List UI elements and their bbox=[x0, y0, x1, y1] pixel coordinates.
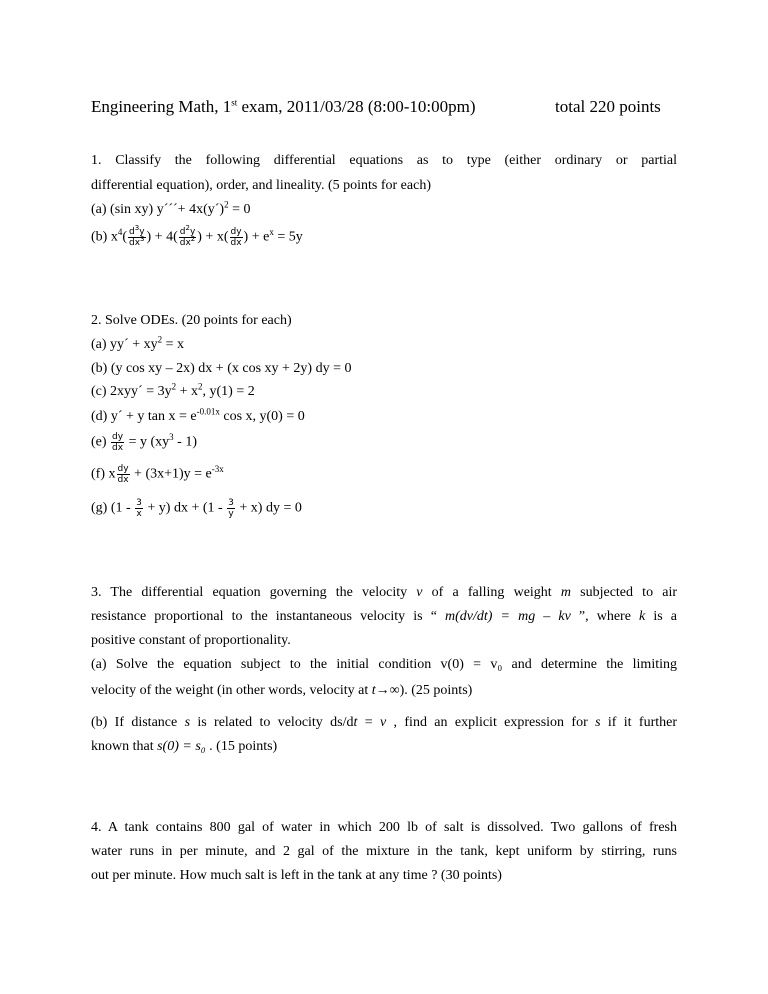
q3-line-2: resistance proportional to the instantaneous velocity is “ m(dv/dt) = mg – kv ”, where k is a bbox=[91, 609, 677, 624]
q3-part-a-line-1: (a) Solve the equation subject to the initial condition v(0) = v₀ and determine the limiting bbox=[91, 657, 677, 672]
q2-part-b: (b) (y cos xy – 2x) dx + (x cos xy + 2y) dy = 0 bbox=[91, 361, 352, 376]
q4-line-3: out per minute. How much salt is left in the tank at any time ? (30 points) bbox=[91, 868, 502, 883]
total-points: total 220 points bbox=[555, 97, 661, 116]
q2-part-a: (a) yy´ + $xy^2 = x$ bbox=[91, 334, 185, 352]
q2-heading: 2. Solve ODEs. (20 points for each) bbox=[91, 313, 292, 328]
q3-part-a-line-2: velocity of the weight (in other words, velocity at t→∞). (25 points) bbox=[91, 683, 473, 698]
fraction-dy-dx: $\frac{dy}{dx}$ bbox=[117, 464, 129, 485]
q2-part-c: (c) 2xyy´ = $3y^2 + x^2$, y(1) = 2 bbox=[91, 381, 255, 399]
q4-line-1: 4. A tank contains 800 gal of water in which 200 lb of salt is dissolved. Two gallons of fresh bbox=[91, 820, 677, 835]
q2-part-g: (g) (1 - $\frac{3}{x}$ + y) dx + (1 - $\frac{3}{y}$ + x) dy = 0 bbox=[91, 498, 302, 519]
q3-line-1: 3. The differential equation governing the velocity v of a falling weight m subjected to air bbox=[91, 585, 678, 600]
q1-line-1: 1. Classify the following differential equations as to type (either ordinary or partial bbox=[91, 153, 677, 168]
q1-part-b: (b) $x^4$( $\frac{d^3y}{dx^3}$ ) + 4( $\frac{d^2y}{dx^2}$ ) + x( $\frac{dy}{dx}$ ) + $e^x = 5y$ bbox=[91, 224, 303, 248]
fraction-3-over-y: $\frac{3}{y}$ bbox=[228, 498, 234, 519]
fraction-dy-dx: $\frac{dy}{dx}$ bbox=[112, 432, 124, 453]
q2-part-d: (d) y´ + y $\tan x = e^{-0.01x}$ cos x, y(0) = 0 bbox=[91, 406, 305, 424]
fraction-d2y-dx2: $\frac{d^2y}{dx^2}$ bbox=[179, 224, 196, 248]
exam-title: Engineering Math, 1st exam, 2011/03/28 (8:00-10:00pm) bbox=[91, 97, 476, 116]
fraction-dy-dx: $\frac{dy}{dx}$ bbox=[230, 227, 242, 248]
q3-part-b-line-2: known that s(0) = s₀ . (15 points) bbox=[91, 739, 278, 754]
q1-line-2: differential equation), order, and lineality. (5 points for each) bbox=[91, 178, 431, 193]
q2-part-f: (f) x $\frac{dy}{dx}$ + $(3x+1)y = e^{-3x}$ bbox=[91, 464, 224, 485]
q3-part-b-line-1: (b) If distance s is related to velocity ds/dt = v , find an explicit expression for s if it further bbox=[91, 715, 677, 730]
q4-line-2: water runs in per minute, and 2 gal of the mixture in the tank, kept uniform by stirring, runs bbox=[91, 844, 677, 859]
fraction-d3y-dx3: $\frac{d^3y}{dx^3}$ bbox=[129, 224, 145, 248]
q2-part-e: (e) $\frac{dy}{dx}$ = y $(xy^3 - 1)$ bbox=[91, 432, 197, 453]
q1-part-a: (a) (sin xy) y´´´+ 4x(y´)$^2$ = 0 bbox=[91, 199, 251, 217]
fraction-3-over-x: $\frac{3}{x}$ bbox=[136, 498, 142, 519]
q3-line-3: positive constant of proportionality. bbox=[91, 633, 291, 648]
